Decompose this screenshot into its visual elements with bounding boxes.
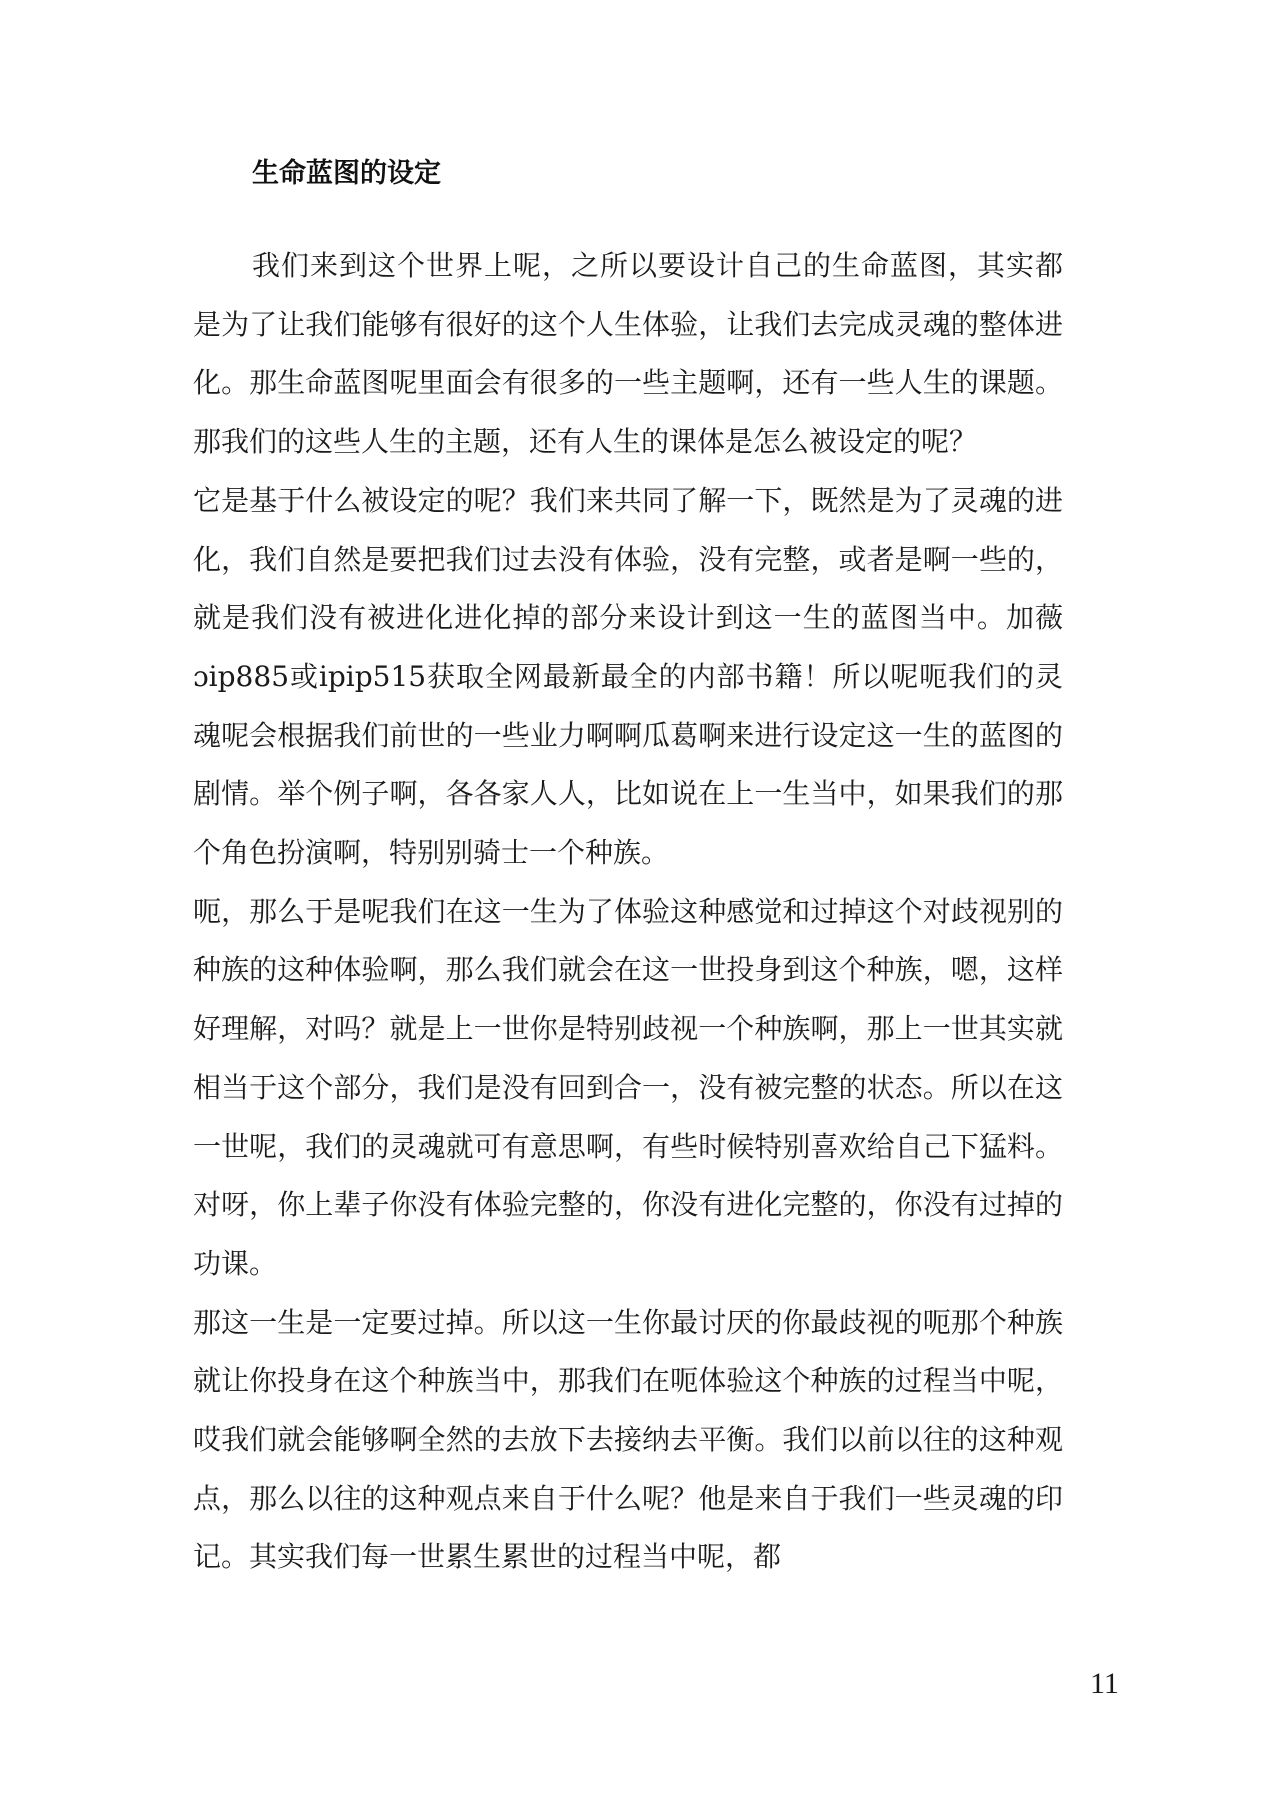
- page-number: 11: [1090, 1667, 1119, 1700]
- paragraph-4: 那这一生是一定要过掉。所以这一生你最讨厌的你最歧视的呃那个种族就让你投身在这个种族当中，那我们在呃体验这个种族的过程当中呢，哎我们就会能够啊全然的去放下去接纳去平衡。我们以前以往的这种观点，那么以往的这种观点来自于什么呢？他是来自于我们一些灵魂的印记。其实我们每一世累生累世的过程当中呢，都: [193, 1305, 1063, 1574]
- paragraph-2: 它是基于什么被设定的呢？我们来共同了解一下，既然是为了灵魂的进化，我们自然是要把我们过去没有体验，没有完整，或者是啊一些的，就是我们没有被进化进化掉的部分来设计到这一生的蓝图当中。加薇 ɔip885或ipip515获取全网最新最全的内部书籍！所以呢呃我们的灵魂呢会根据我们前世的一些业力啊啊瓜葛啊来进行设定这一生的蓝图的剧情。举个例子啊，各各家人人，比如说在上一生当中，如果我们的那个角色扮演啊，特别别骑士一个种族。: [193, 483, 1120, 870]
- body-text: [193, 237, 1120, 1587]
- paragraph-3: 呃，那么于是呢我们在这一生为了体验这种感觉和过掉这个对歧视别的种族的这种体验啊，那么我们就会在这一世投身到这个种族，嗯，这样好理解，对吗？就是上一世你是特别歧视一个种族啊，那上一世其实就相当于这个部分，我们是没有回到合一，没有被完整的状态。所以在这一世呢，我们的灵魂就可有意思啊，有些时候特别喜欢给自己下猛料。对呀，你上辈子你没有体验完整的，你没有进化完整的，你没有过掉的功课。: [193, 894, 1063, 1280]
- section-heading: 生命蓝图的设定: [252, 158, 441, 189]
- paragraph-1: 我们来到这个世界上呢，之所以要设计自己的生命蓝图，其实都是为了让我们能够有很好的这个人生体验，让我们去完成灵魂的整体进化。那生命蓝图呢里面会有很多的一些主题啊，还有一些人生的课题。那我们的这些人生的主题，还有人生的课体是怎么被设定的呢？: [193, 249, 1063, 459]
